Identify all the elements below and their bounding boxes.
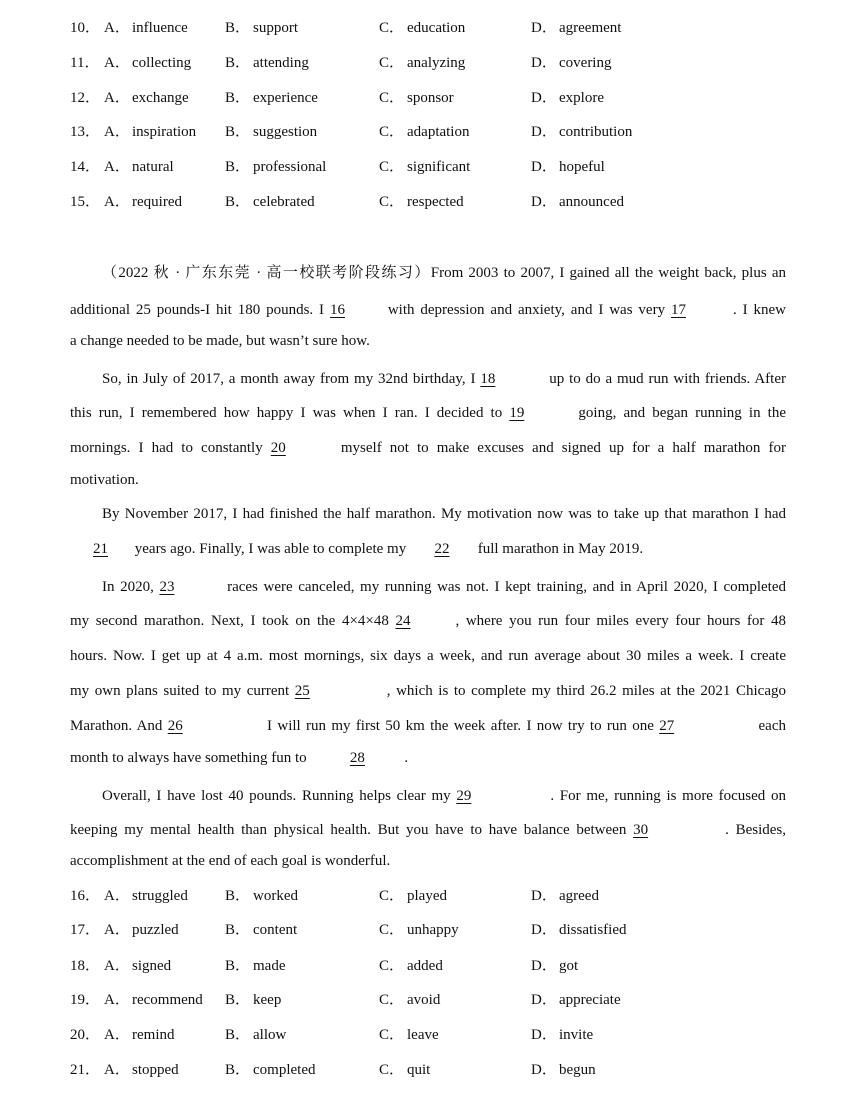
question-row (70, 989, 790, 1011)
question-row (70, 156, 790, 178)
option-a: A． puzzled (104, 922, 179, 938)
question-number: 18． (70, 958, 101, 974)
passage-line: additional 25 pounds-I hit 180 pounds. I 16 with depression and anxiety, and I was very 17 . I knew (70, 299, 786, 321)
passage-line: my second marathon. Next, I took on the 4×4×48 24 , where you run four miles every four hours for 48 (70, 610, 786, 632)
blank-16: 16 (329, 302, 345, 318)
passage-line: accomplishment at the end of each goal is wonderful. (70, 853, 391, 869)
blank-18: 18 (480, 371, 496, 387)
option-b: B． allow (225, 1027, 287, 1043)
question-number: 15． (70, 194, 101, 210)
option-d: D． explore (531, 90, 604, 106)
question-row (70, 1024, 790, 1046)
option-c: C． analyzing (379, 55, 466, 71)
question-number: 19． (70, 992, 101, 1008)
question-row (70, 1059, 790, 1081)
option-b: B． professional (225, 159, 327, 175)
question-number: 20． (70, 1027, 101, 1043)
option-d: D． invite (531, 1027, 594, 1043)
passage-line: keeping my mental health than physical health. But you have to have balance between 30 . Besides, (70, 819, 786, 841)
option-a: A． recommend (104, 992, 203, 1008)
option-a: A． struggled (104, 888, 188, 904)
blank-22: 22 (434, 541, 450, 557)
option-d: D． got (531, 958, 579, 974)
blank-30: 30 (633, 822, 649, 838)
option-b: B． made (225, 958, 286, 974)
option-a: A． collecting (104, 55, 192, 71)
blank-20: 20 (270, 440, 286, 456)
option-c: C． avoid (379, 992, 441, 1008)
option-a: A． signed (104, 958, 172, 974)
option-c: C． adaptation (379, 124, 470, 140)
option-d: D． dissatisfied (531, 922, 627, 938)
option-c: C． played (379, 888, 447, 904)
question-number: 21． (70, 1062, 101, 1078)
option-a: A． stopped (104, 1062, 179, 1078)
option-a: A． exchange (104, 90, 189, 106)
passage-line: this run, I remembered how happy I was when I ran. I decided to 19 going, and began running in the (70, 402, 786, 424)
blank-25: 25 (294, 683, 310, 699)
blank-29: 29 (456, 788, 472, 804)
option-c: C． unhappy (379, 922, 459, 938)
option-c: C． education (379, 20, 466, 36)
option-c: C． significant (379, 159, 471, 175)
question-row (70, 885, 790, 907)
passage-line: By November 2017, I had finished the half marathon. My motivation now was to take up that marathon I had (102, 506, 786, 522)
passage-line: Overall, I have lost 40 pounds. Running helps clear my 29 . For me, running is more focused on (102, 785, 786, 807)
option-a: A． natural (104, 159, 174, 175)
option-c: C． added (379, 958, 443, 974)
option-a: A． required (104, 194, 182, 210)
option-d: D． agreed (531, 888, 599, 904)
question-number: 11． (70, 55, 100, 71)
option-c: C． quit (379, 1062, 431, 1078)
option-c: C． respected (379, 194, 464, 210)
question-number: 14． (70, 159, 101, 175)
question-number: 17． (70, 922, 101, 938)
question-row (70, 121, 790, 143)
option-b: B． attending (225, 55, 309, 71)
passage-source: （2022 秋 · 广东东莞 · 高一校联考阶段练习） (102, 265, 431, 281)
question-row (70, 919, 790, 941)
passage-line: So, in July of 2017, a month away from my 32nd birthday, I 18 up to do a mud run with friends. After (102, 368, 786, 390)
option-b: B． content (225, 922, 298, 938)
passage-line: In 2020, 23 races were canceled, my running was not. I kept training, and in April 2020, I completed (102, 576, 786, 598)
option-c: C． sponsor (379, 90, 454, 106)
option-d: D． agreement (531, 20, 622, 36)
blank-26: 26 (167, 718, 183, 734)
question-row (70, 191, 790, 213)
passage-line: a change needed to be made, but wasn’t sure how. (70, 333, 370, 349)
passage-line: motivation. (70, 472, 139, 488)
question-number: 10． (70, 20, 101, 36)
question-row (70, 17, 790, 39)
blank-23: 23 (159, 579, 175, 595)
passage-line: mornings. I had to constantly 20 myself not to make excuses and signed up for a half marathon for (70, 437, 786, 459)
blank-27: 27 (659, 718, 675, 734)
option-b: B． suggestion (225, 124, 318, 140)
passage-line: （2022 秋 · 广东东莞 · 高一校联考阶段练习）From 2003 to 2007, I gained all the weight back, plus an (102, 265, 786, 281)
blank-19: 19 (509, 405, 525, 421)
option-a: A． influence (104, 20, 188, 36)
option-b: B． keep (225, 992, 282, 1008)
option-a: A． inspiration (104, 124, 197, 140)
passage-line: hours. Now. I get up at 4 a.m. most mornings, six days a week, and run average about 30 miles a week. I create (70, 648, 786, 664)
question-row (70, 955, 790, 977)
option-d: D． begun (531, 1062, 596, 1078)
option-a: A． remind (104, 1027, 175, 1043)
blank-17: 17 (670, 302, 686, 318)
option-b: B． celebrated (225, 194, 315, 210)
blank-21: 21 (93, 541, 108, 557)
question-row (70, 52, 790, 74)
question-row (70, 87, 790, 109)
option-c: C． leave (379, 1027, 439, 1043)
option-d: D． contribution (531, 124, 633, 140)
question-number: 16． (70, 888, 101, 904)
option-d: D． appreciate (531, 992, 621, 1008)
option-b: B． worked (225, 888, 298, 904)
passage-line: my own plans suited to my current 25 , which is to complete my third 26.2 miles at the 2021 Chicago (70, 680, 786, 702)
option-d: D． covering (531, 55, 612, 71)
question-number: 13． (70, 124, 101, 140)
option-b: B． support (225, 20, 298, 36)
option-b: B． completed (225, 1062, 316, 1078)
question-number: 12． (70, 90, 101, 106)
passage-line: 21 years ago. Finally, I was able to complete my 22 full marathon in May 2019. (70, 538, 786, 560)
blank-24: 24 (395, 613, 411, 629)
blank-28: 28 (349, 750, 365, 766)
option-d: D． announced (531, 194, 624, 210)
option-d: D． hopeful (531, 159, 605, 175)
option-b: B． experience (225, 90, 318, 106)
passage-line: month to always have something fun to 28 . (70, 747, 786, 769)
passage-line: Marathon. And 26 I will run my first 50 km the week after. I now try to run one 27 each (70, 715, 786, 737)
